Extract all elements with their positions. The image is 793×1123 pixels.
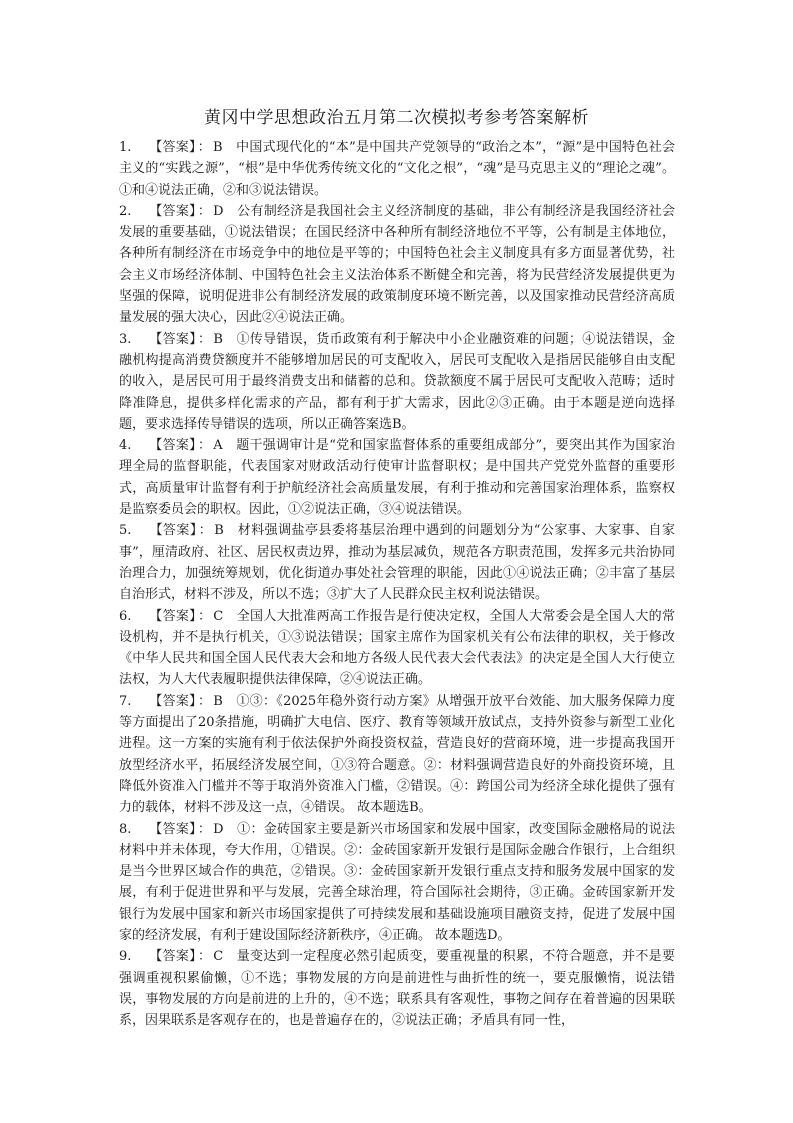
answer-tag: 【答案】: [149, 821, 196, 837]
answer-letter: B: [213, 693, 223, 709]
question-number: 8.: [119, 821, 132, 837]
answer-gap: [224, 204, 238, 219]
answer-gap: [223, 332, 237, 347]
answer-separator: ：: [197, 821, 212, 837]
answer-letter: D: [213, 821, 224, 837]
answer-tag: 【答案】: [149, 438, 196, 454]
answer-gap: [223, 140, 237, 155]
answer-tag: 【答案】: [149, 140, 196, 155]
question-number: 3.: [119, 331, 132, 347]
answer-gap: [223, 609, 237, 624]
answer-item: [119, 606, 675, 691]
answer-separator: ：: [197, 438, 212, 454]
question-number: 6.: [119, 608, 132, 624]
answer-separator: ：: [197, 203, 212, 219]
answer-letter: C: [213, 608, 224, 624]
question-number: 9.: [119, 949, 132, 965]
answer-tag: 【答案】: [149, 331, 196, 347]
question-number: 1.: [119, 140, 132, 155]
answer-gap: [223, 438, 237, 453]
answer-separator: ：: [198, 523, 213, 539]
explanation-text: 题干强调审计是“党和国家监督体系的重要组成部分”，要突出其作为国家治理全局的监督职能，代表国家对财政活动行使审计监督职权；是中国共产党党外监督的重要形式，高质量审计监督有利于护航经济社会高质量发展，有利于推动和完善国家治理体系，监察权是监察委员会的职权。因此，①②说法正确，③④说法错误。: [119, 438, 675, 518]
explanation-text: 量变达到一定程度必然引起质变，要重视量的积累，不符合题意，并不是要强调重视积累偷懒，①不选；事物发展的方向是前进性与曲折性的统一，要克服懒惰，说法错误，事物发展的方向是前进的上升的，④不选；联系具有客观性，事物之间存在着普遍的因果联系，因果联系是客观存在的，也是普遍存在的，②说法正确；矛盾具有同一性，: [119, 949, 675, 1029]
answer-tag: 【答案】: [149, 608, 196, 624]
answer-letter: C: [213, 949, 224, 965]
answer-letter: B: [214, 523, 224, 539]
answer-item: [119, 137, 675, 201]
answer-list: [119, 137, 675, 1031]
question-number: 7.: [119, 693, 132, 709]
question-number: 4.: [119, 438, 132, 454]
answer-separator: ：: [198, 331, 212, 347]
answer-item: [119, 201, 675, 329]
answer-tag: 【答案】: [149, 949, 196, 965]
explanation-text: ①传导错误，货币政策有利于解决中小企业融资难的问题；④说法错误，金融机构提高消费贷额度并不能够增加居民的可支配收入，居民可支配收入是指居民能够自由支配的收入，是居民可用于最终消费支出和储蓄的总和。贷款额度不属于居民可支配收入范畴；适时降准降息，提供多样化需求的产品，都有利于扩大需求，因此②③正确。由于本题是逆向选择题，要求选择传导错误的选项，所以正确答案选B。: [119, 331, 675, 432]
answer-separator: ：: [197, 140, 212, 155]
question-number: 2.: [119, 203, 132, 219]
answer-item: [119, 819, 675, 947]
answer-gap: [223, 694, 237, 709]
question-number: 5.: [119, 523, 132, 539]
answer-letter: D: [213, 203, 224, 219]
answer-letter: B: [213, 331, 223, 347]
answer-letter: A: [213, 438, 223, 454]
explanation-text: ①：金砖国家主要是新兴市场国家和发展中国家，改变国际金融格局的说法材料中并未体现，夸大作用，①错误。②：金砖国家新开发银行是国际金融合作银行，上合组织是当今世界区域合作的典范，②错误。③：金砖国家新开发银行重点支持和服务发展中国家的发展，有利于促进世界和平与发展，完善全球治理，符合国际社会期待，③正确。金砖国家新开发银行为发展中国家和新兴市场国家提供了可持续发展和基础设施项目融资支持，促进了发展中国家的经济发展，有利于建设国际经济新秩序，④正确。 故本题选D。: [119, 821, 675, 943]
answer-gap: [224, 822, 238, 837]
answer-tag: 【答案】: [149, 203, 196, 219]
answer-separator: ：: [197, 608, 212, 624]
answer-tag: 【答案】: [149, 693, 196, 709]
explanation-text: 材料强调盐亭县委将基层治理中遇到的问题划分为“公家事、大家事、自家事”，厘清政府、社区、居民权责边界，推动为基层减负，规范各方职责范围，发挥多元共治协同治理合力，加强统筹规划，优化街道办事处社会管理的职能，因此①④说法正确；②丰富了基层自治形式，材料不涉及，所以不选；③扩大了人民群众民主权利说法错误。: [119, 523, 675, 603]
answer-item: [119, 691, 675, 819]
answer-item: [119, 435, 675, 520]
answer-gap: [223, 949, 237, 964]
explanation-text: 公有制经济是我国社会主义经济制度的基础，非公有制经济是我国经济社会发展的重要基础，①说法错误；在国民经济中各种所有制经济地位不平等，公有制是主体地位，各种所有制经济在市场竞争中的地位是平等的；中国特色社会主义制度具有多方面显著优势，社会主义市场经济体制、中国特色社会主义法治体系不断健全和完善，将为民营经济发展提供更为坚强的保障，说明促进非公有制经济发展的政策制度环境不断完善，以及国家推动民营经济高质量发展的强大决心，因此②④说法正确。: [119, 203, 675, 326]
explanation-text: ①③：《2025年稳外资行动方案》从增强开放平台效能、加大服务保障力度等方面提出了20条措施，明确扩大电信、医疗、教育等领域开放试点，支持外资参与新型工业化进程。这一方案的实施有利于依法保护外商投资权益，营造良好的营商环境，进一步提高我国开放型经济水平，拓展经济发展空间，①③符合题意。②：材料强调营造良好的外商投资环境，且降低外资准入门槛并不等于取消外资准入门槛，②错误。④：跨国公司为经济全球化提供了强有力的载体，材料不涉及这一点，④错误。 故本题选B。: [119, 693, 675, 816]
page-title: 黄冈中学思想政治五月第二次模拟考参考答案解析: [204, 108, 589, 128]
answer-item: [119, 946, 675, 1031]
answer-letter: B: [213, 140, 223, 155]
answer-separator: ：: [197, 949, 212, 965]
answer-item: [119, 520, 675, 605]
answer-separator: ：: [197, 693, 212, 709]
explanation-text: 中国式现代化的“本”是中国共产党领导的“政治之本”，“源”是中国特色社会主义的“实践之源”，“根”是中华优秀传统文化的“文化之根”，“魂”是马克思主义的“理论之魂”。①和④说法正确，②和③说法错误。: [119, 140, 675, 198]
answer-item: [119, 329, 675, 435]
answer-gap: [224, 523, 238, 538]
answer-tag: 【答案】: [149, 523, 197, 539]
explanation-text: 全国人大批准两高工作报告是行使决定权，全国人大常委会是全国人大的常设机构，并不是执行机关，①③说法错误；国家主席作为国家机关有公布法律的职权，关于修改《中华人民共和国全国人民代表大会和地方各级人民代表大会代表法》的决定是全国人大行使立法权，为人大代表履职提供法律保障，②④说法正确。: [119, 608, 675, 688]
